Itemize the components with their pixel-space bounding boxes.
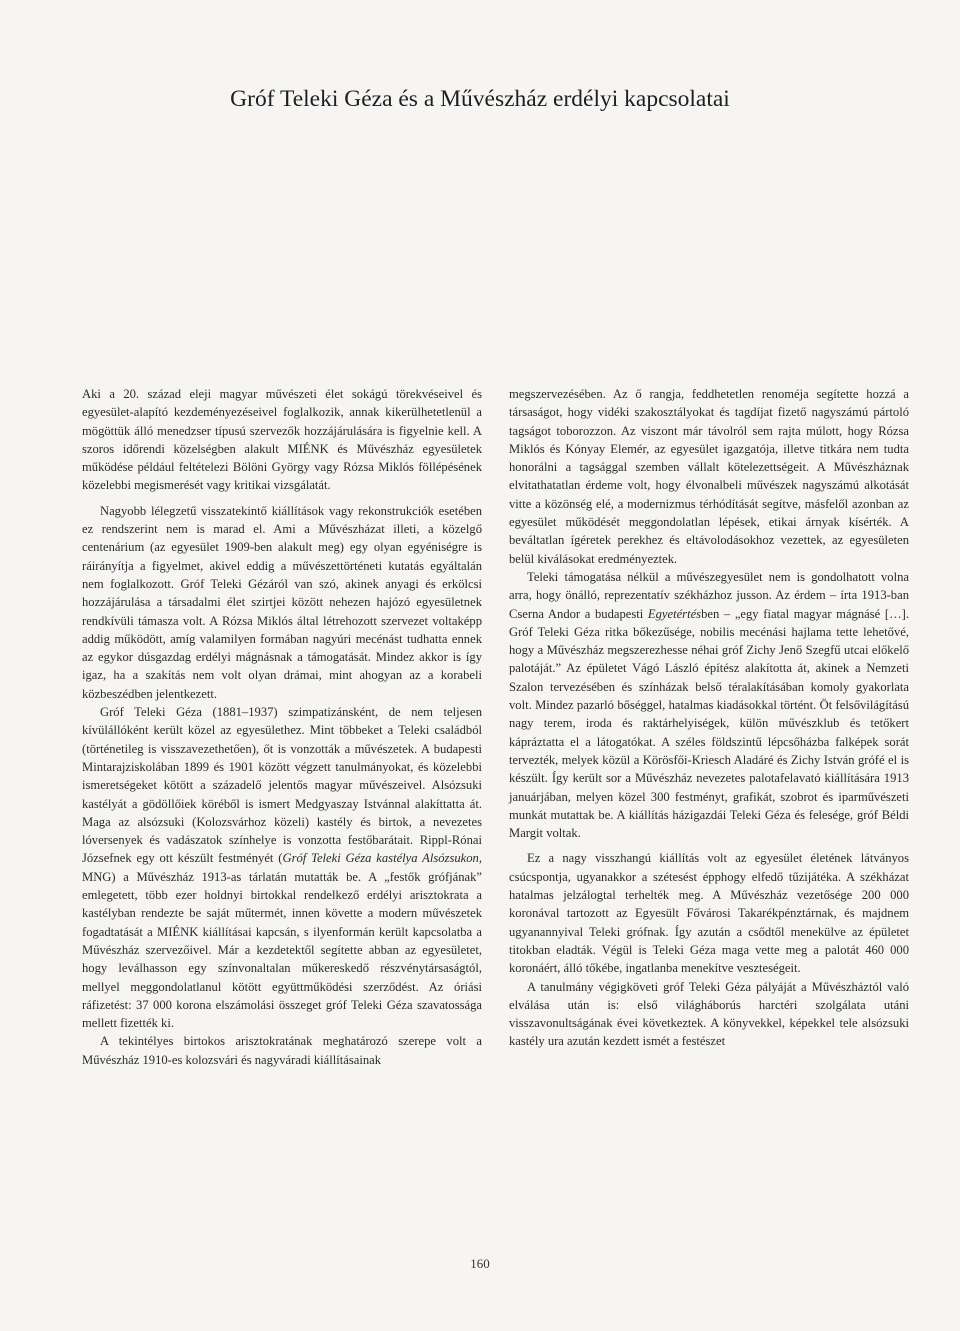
newspaper-title: Egyetértés [647,606,702,621]
painting-title: Gróf Teleki Géza kastélya Alsózsukon [282,851,479,866]
paragraph: A tanulmány végigköveti gróf Teleki Géza pályáját a Művészháztól való elválása után is: első világháborús harctéri szolgálata utáni visszavonultságának évei következtek. A könyvekkel, képekkel tele alsózsuki kastély ura azután kezdett ismét a festészet [509,979,909,1049]
paragraph [82,703,482,1032]
paragraph: megszervezésében. Az ő rangja, feddhetetlen renoméja segítette hozzá a társaságot, hogy vidéki szakosztályokat és tagdíjat fizető nagyszámú pártoló tagságot toborozzon. Az viszont már távolról sem rajta múlott, hogy Rózsa Miklós és Kónyay Elemér, az egyesület igazgatója, illetve titkára nem tudta honorálni a tagsággal szemben vállalt kötelezettségeit. A Művészháznak elvitathatatlan érdeme volt, hogy élvonalbeli művészek nagyszámú alkotását vitte a közönség elé, a modernizmus térhódítását segítve, másfelől azonban az egyesület működését meggondolatlan lépések, etikai árnyak kísérték. A beváltatlan ígéretek perekhez és eltávolodásokhoz vezettek, az egyesületen belül kiválásokat eredményeztek. [509,387,909,566]
text-run: ben – „egy fiatal magyar mágnásé […]. Gróf Teleki Géza ritka bőkezűsége, nobilis mecénási hajlama tette lehetővé, hogy a Művészház megszerezhesse néhai gróf Zichy Jenő Szegfű utcai előkelő palotáját.” Az épületet Vágó László építész alakította át, akinek a Nemzeti Szalon tervezésében és színházak belső téralakításában komoly gyakorlata volt. Mindez pazarló bőséggel, hatalmas kiadásokkal történt. Öt felsővilágítású nagy terem, iroda és raktárhelyiségek, külön művészklub és tetőkert kápráztatta el a látogatókat. A széles földszintű lépcsőházba falképek sorát tervezték, melyek közül a Körösfői-Kriesch Aladáré és Zichy István grófé el is készült. Így került sor a Művészház nevezetes palotafelavató kiállítására 1913 januárjában, melyen közel 300 festményt, grafikát, szobrot és iparművészeti munkát mutattak be. A kiállítás házigazdái Teleki Géza és felesége, gróf Béldi Margit voltak. [509,606,910,841]
page-title: Gróf Teleki Géza és a Művészház erdélyi kapcsolatai [230,86,730,112]
right-column [509,385,909,1051]
page-number: 160 [470,1256,490,1271]
paragraph: A tekintélyes birtokos arisztokratának meghatározó szerepe volt a Művészház 1910-es kolozsvári és nagyváradi kiállításainak [82,1034,482,1067]
text-run: Teleki támogatása nélkül a művészegyesület nem is gondolhatott volna arra, hogy önálló, reprezentatív székházhoz jusson. Az érdem – írta 1913-ban Cserna Andor a budapesti [509,569,909,621]
paragraph: Nagyobb lélegzetű visszatekintő kiállítások vagy rekonstrukciók esetében ez rendszerint nem is marad el. Ami a Művészházat illeti, a közelgő centenárium (az egyesület 1909-ben alakult meg) egy olyan egyéniségre is ráirányítja a figyelmet, akivel eddig a művészettörténeti kutatás egyáltalán nem foglalkozott. Gróf Teleki Gézáról van szó, akinek anyagi és erkölcsi hozzájárulása a társadalmi élet szirtjei között nehezen hajózó egyesületnek rendkívüli támasza volt. A Rózsa Miklós által létrehozott szervezet voltaképp addig működött, amíg valamilyen formában nagyúri mecénást tudhatta ennek az egykor dúsgazdag erdélyi mágnásnak a támogatását. Mindez akkor is így igaz, ha a szakítás nem volt olyan drámai, mint ahogyan az a korabeli közbeszédben jelentkezett. [82,503,482,701]
paragraph [509,568,909,842]
text-run: , MNG) a Művészház 1913-as tárlatán mutatták be. A „festők grófjának” emlegetett, több ezer holdnyi birtokkal rendelkező erdélyi arisztokrata a kastélyban rendezte be saját műtermét, innen követte a modern művészetek fogadtatását a MIÉNK kiállításai kapcsán, s ilyenformán került kapcsolatba a Művészház szervezőivel. Már a kezdetektől segítette abban az egyesületet, hogy leválhasson egy színvonaltalan műkereskedő részvénytársaságtól, mellyel meggondolatlanul kötött együttműködési szerződést. Az óriási ráfizetést: 37 000 korona elszámolási összeget gróf Teleki Géza szavatossága mellett fizették ki. [82,851,482,1031]
paragraph: Aki a 20. század eleji magyar művészeti élet sokágú törekvéseivel és egyesület-alapító kezdeményezéseivel foglalkozik, annak kikerülhetetlenül a mögöttük álló menedzser típusú szervezők hozzájárulására is figyelnie kell. A szoros időrendi közelségben alakult MIÉNK és Művészház egyesületek működése például feltételezi Bölöni György vagy Rózsa Miklós föllépésének közelebbi megismerését vagy kritikai vizsgálatát. [82,387,482,493]
left-column [82,385,482,1069]
paragraph: Ez a nagy visszhangú kiállítás volt az egyesület életének látványos csúcspontja, ugyanakkor a szétesést épphogy elfedő tűzijátéka. A székházat hatalmas jelzálogtal terhelték meg. A Művészház vezetősége 200 000 koronával tartozott az Egyesült Fővárosi Takarékpénztárnak, és majdnem ugyanannyival Teleki grófnak. Így azután a csődtől menekülve az épületet titokban eladták. Végül is Teleki Géza maga vette meg a palotát 460 000 koronáért, álló tőkébe, ingatlanba menekítve veszteségeit. [509,851,909,976]
text-run: Gróf Teleki Géza (1881–1937) szimpatizánsként, de nem teljesen kívülállóként került közel az egyesülethez. Mint többeket a Teleki családból (történetileg is visszavezethetően), őt is vonzották a művészetek. A budapesti Mintarajziskolában 1899 és 1901 között végzett tanulmányokat, és közelebbi ismeretségeket kötött a századelő jelentős magyar művészeivel. Alsózsuki kastélyát a gödöllőiek köréből is ismert Medgyaszay Istvánnal alakíttatta át. Maga az alsózsuki (Kolozsvárhoz közeli) kastély és birtok, a nevezetes lóversenyek és vadászatok színhelye is vonzotta festőbarátait. Rippl-Rónai Józsefnek egy ott készült festményét ( [82,705,482,866]
